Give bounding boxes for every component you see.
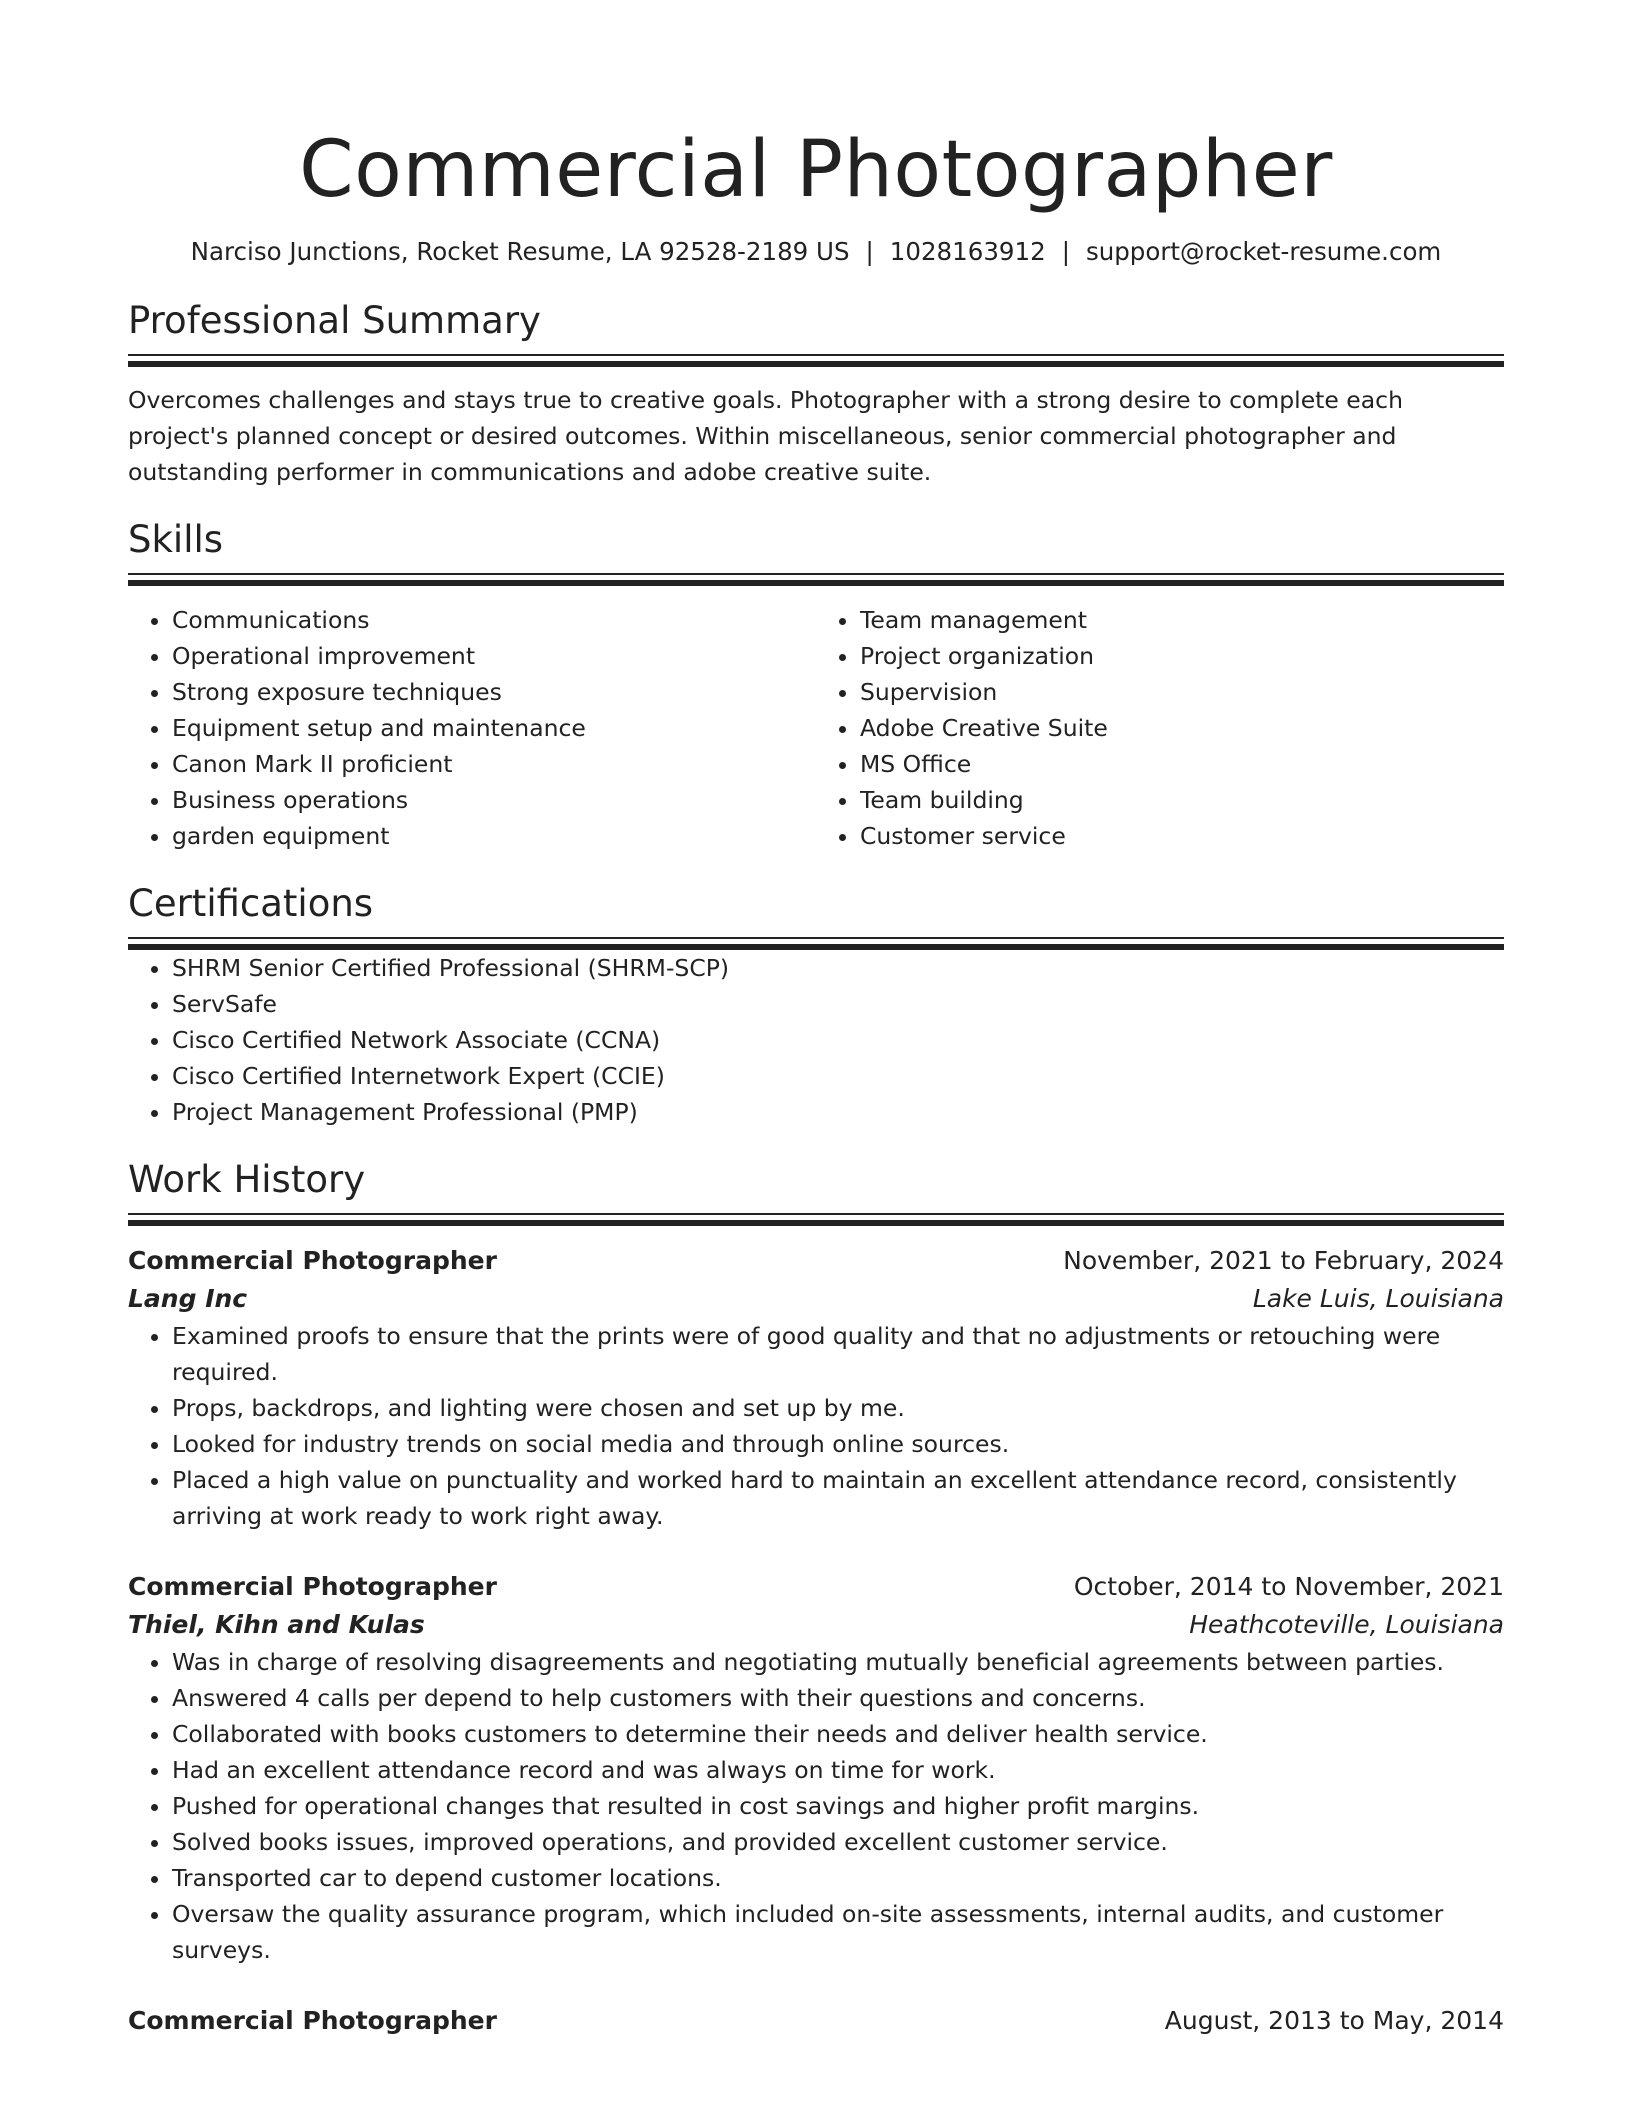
section-rule-thick bbox=[128, 361, 1504, 367]
list-item: • Was in charge of resolving disagreements and negotiating mutually beneficial agreements between parties. bbox=[172, 1644, 1504, 1680]
contact-phone: 1028163912 bbox=[889, 237, 1046, 266]
list-item: • Props, backdrops, and lighting were chosen and set up by me. bbox=[172, 1390, 1504, 1426]
section-title-skills: Skills bbox=[128, 518, 224, 561]
section-rule-thick bbox=[128, 580, 1504, 586]
job-entry bbox=[128, 1242, 1504, 1534]
contact-separator: | bbox=[865, 237, 874, 266]
job-entry bbox=[128, 1568, 1504, 1968]
job-entry bbox=[128, 2002, 1504, 2040]
section-title-certifications: Certifications bbox=[128, 882, 374, 925]
list-item: • Solved books issues, improved operations, and provided excellent customer service. bbox=[172, 1824, 1504, 1860]
skills-section bbox=[128, 517, 1504, 854]
skills-list-left bbox=[128, 602, 816, 854]
skills-columns bbox=[128, 602, 1504, 854]
list-item: • Answered 4 calls per depend to help customers with their questions and concerns. bbox=[172, 1680, 1504, 1716]
list-item: • Customer service bbox=[860, 818, 1504, 854]
job-title: Commercial Photographer bbox=[128, 2006, 497, 2035]
list-item: • garden equipment bbox=[172, 818, 816, 854]
list-item: • ServSafe bbox=[172, 986, 1504, 1022]
summary-text: Overcomes challenges and stays true to creative goals. Photographer with a strong desire to complete each project's planned concept or desired outcomes. Within miscellaneous, senior commercial photographer and outstanding performer in communications and adobe creative suite. bbox=[128, 386, 1403, 486]
job-title: Commercial Photographer bbox=[128, 1572, 497, 1601]
job-bullets bbox=[128, 1318, 1504, 1534]
list-item: • SHRM Senior Certified Professional (SHRM-SCP) bbox=[172, 950, 1504, 986]
job-location: Lake Luis, Louisiana bbox=[1252, 1284, 1504, 1313]
list-item: • Team building bbox=[860, 782, 1504, 818]
list-item: • Business operations bbox=[172, 782, 816, 818]
contact-address: Narciso Junctions, Rocket Resume, LA 92528-2189 US bbox=[190, 237, 850, 266]
job-bullets bbox=[128, 1644, 1504, 1968]
job-company: Lang Inc bbox=[128, 1284, 248, 1313]
list-item: • Placed a high value on punctuality and worked hard to maintain an excellent attendance record, consistently arriving at work ready to work right away. bbox=[172, 1462, 1504, 1534]
list-item: • MS Office bbox=[860, 746, 1504, 782]
list-item: • Team management bbox=[860, 602, 1504, 638]
resume-page bbox=[128, 0, 1504, 2040]
job-company: Thiel, Kihn and Kulas bbox=[128, 1610, 425, 1639]
section-title-summary: Professional Summary bbox=[128, 299, 541, 342]
list-item: • Adobe Creative Suite bbox=[860, 710, 1504, 746]
contact-separator: | bbox=[1061, 237, 1070, 266]
list-item: • Project organization bbox=[860, 638, 1504, 674]
job-dates: October, 2014 to November, 2021 bbox=[1073, 1572, 1504, 1601]
work-history-section bbox=[128, 1157, 1504, 2040]
list-item: • Oversaw the quality assurance program, which included on-site assessments, internal audits, and customer surveys. bbox=[172, 1896, 1504, 1968]
certifications-list bbox=[128, 950, 1504, 1130]
job-subheader bbox=[128, 1606, 1504, 1644]
job-header bbox=[128, 1242, 1504, 1280]
list-item: • Cisco Certified Internetwork Expert (CCIE) bbox=[172, 1058, 1504, 1094]
list-item: • Supervision bbox=[860, 674, 1504, 710]
contact-email: support@rocket-resume.com bbox=[1085, 237, 1442, 266]
list-item: • Canon Mark II proficient bbox=[172, 746, 816, 782]
section-title-work-history: Work History bbox=[128, 1158, 366, 1201]
certifications-section bbox=[128, 881, 1504, 1130]
resume-name: Commercial Photographer bbox=[299, 125, 1333, 215]
list-item: • Examined proofs to ensure that the prints were of good quality and that no adjustments or retouching were required. bbox=[172, 1318, 1504, 1390]
section-rule-thick bbox=[128, 1220, 1504, 1226]
job-subheader bbox=[128, 1280, 1504, 1318]
section-rule bbox=[128, 354, 1504, 356]
skills-list-right bbox=[816, 602, 1504, 854]
section-rule bbox=[128, 573, 1504, 575]
job-header bbox=[128, 1568, 1504, 1606]
list-item: • Strong exposure techniques bbox=[172, 674, 816, 710]
list-item: • Communications bbox=[172, 602, 816, 638]
contact-line bbox=[128, 236, 1504, 268]
list-item: • Transported car to depend customer locations. bbox=[172, 1860, 1504, 1896]
job-header bbox=[128, 2002, 1504, 2040]
job-dates: November, 2021 to February, 2024 bbox=[1063, 1246, 1504, 1275]
job-dates: August, 2013 to May, 2014 bbox=[1164, 2006, 1504, 2035]
section-rule bbox=[128, 1213, 1504, 1215]
list-item: • Cisco Certified Network Associate (CCNA) bbox=[172, 1022, 1504, 1058]
list-item: • Pushed for operational changes that resulted in cost savings and higher profit margins. bbox=[172, 1788, 1504, 1824]
list-item: • Project Management Professional (PMP) bbox=[172, 1094, 1504, 1130]
list-item: • Collaborated with books customers to determine their needs and deliver health service. bbox=[172, 1716, 1504, 1752]
list-item: • Operational improvement bbox=[172, 638, 816, 674]
list-item: • Equipment setup and maintenance bbox=[172, 710, 816, 746]
summary-section bbox=[128, 298, 1504, 490]
job-location: Heathcoteville, Louisiana bbox=[1189, 1610, 1504, 1639]
job-title: Commercial Photographer bbox=[128, 1246, 497, 1275]
list-item: • Looked for industry trends on social media and through online sources. bbox=[172, 1426, 1504, 1462]
list-item: • Had an excellent attendance record and was always on time for work. bbox=[172, 1752, 1504, 1788]
section-rule bbox=[128, 937, 1504, 939]
